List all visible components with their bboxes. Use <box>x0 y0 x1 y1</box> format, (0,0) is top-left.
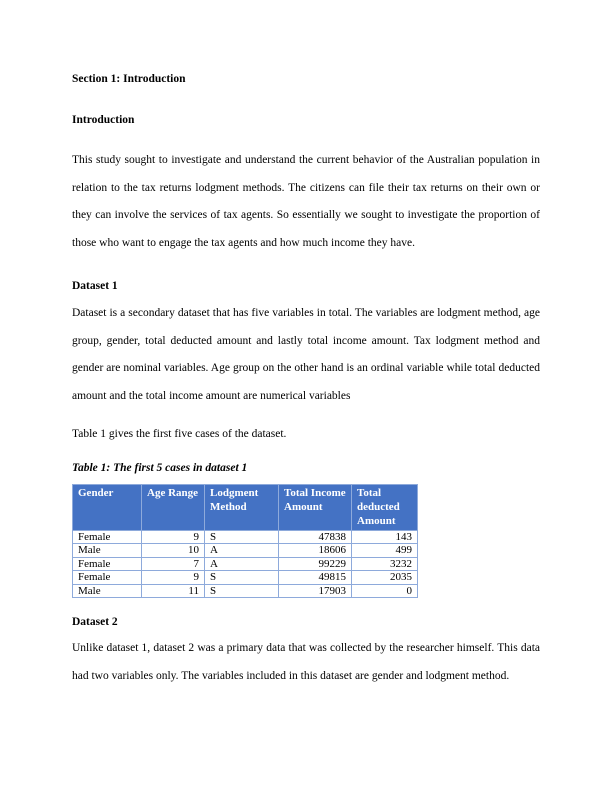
table-caption <box>72 461 540 475</box>
dataset2-paragraph-text: Unlike dataset 1, dataset 2 was a primary data that was collected by the researcher himself. This data had two variables only. The variables included in this dataset are gender and lodgment method. <box>72 642 540 682</box>
table-cell: 99229 <box>279 557 352 570</box>
table-cell: 11 <box>142 584 205 597</box>
table-cell: Female <box>73 557 142 570</box>
intro-paragraph-text: This study sought to investigate and understand the current behavior of the Australian population in relation to the tax returns lodgment methods. The citizens can file their tax returns on their own or they can involve the services of tax agents. So essentially we sought to investigate the proportion of those who want to engage the tax agents and how much income they have. <box>72 154 540 250</box>
dataset1-heading-text: Dataset 1 <box>72 280 118 292</box>
table-cell: 17903 <box>279 584 352 597</box>
table-cell: 18606 <box>279 544 352 557</box>
column-header: Lodgment Method <box>205 485 279 531</box>
column-header: Total Income Amount <box>279 485 352 531</box>
column-header: Gender <box>73 485 142 531</box>
table-cell: 2035 <box>352 571 418 584</box>
table-header-row <box>73 485 418 531</box>
column-header: Total deducted Amount <box>352 485 418 531</box>
table-cell: Male <box>73 544 142 557</box>
intro-heading <box>72 113 540 127</box>
table-row <box>73 571 418 584</box>
table-cell: 9 <box>142 531 205 544</box>
table-cell: 143 <box>352 531 418 544</box>
table-cell: Female <box>73 571 142 584</box>
table-caption-text: Table 1: The first 5 cases in dataset 1 <box>72 462 248 474</box>
table-cell: A <box>205 544 279 557</box>
dataset1-paragraph-text: Dataset is a secondary dataset that has five variables in total. The variables are lodgment method, age group, gender, total deducted amount and lastly total income amount. Tax lodgment method and gender are nominal variables. Age group on the other hand is an ordinal variable while total deducted amount and the total income amount are numerical variables <box>72 307 540 403</box>
table-cell: 0 <box>352 584 418 597</box>
table-cell: Female <box>73 531 142 544</box>
table-intro <box>72 427 540 441</box>
table-row <box>73 531 418 544</box>
intro-paragraph <box>72 147 540 258</box>
column-header: Age Range <box>142 485 205 531</box>
dataset1-heading <box>72 279 540 293</box>
table-cell: S <box>205 571 279 584</box>
table-intro-text: Table 1 gives the first five cases of the dataset. <box>72 428 287 440</box>
table-row <box>73 584 418 597</box>
table-cell: 9 <box>142 571 205 584</box>
section-title-text: Section 1: Introduction <box>72 73 186 85</box>
table-cell: 49815 <box>279 571 352 584</box>
table-cell: 47838 <box>279 531 352 544</box>
data-table <box>72 484 418 598</box>
table-cell: 3232 <box>352 557 418 570</box>
table-cell: S <box>205 531 279 544</box>
table-cell: Male <box>73 584 142 597</box>
table-row <box>73 544 418 557</box>
dataset2-paragraph <box>72 635 540 690</box>
table-cell: 499 <box>352 544 418 557</box>
table-cell: S <box>205 584 279 597</box>
dataset2-heading-text: Dataset 2 <box>72 616 118 628</box>
table-cell: 7 <box>142 557 205 570</box>
intro-heading-text: Introduction <box>72 114 135 126</box>
section-title <box>72 72 540 86</box>
table-row <box>73 557 418 570</box>
table-cell: 10 <box>142 544 205 557</box>
dataset2-heading <box>72 615 540 629</box>
dataset1-paragraph <box>72 300 540 411</box>
table-cell: A <box>205 557 279 570</box>
